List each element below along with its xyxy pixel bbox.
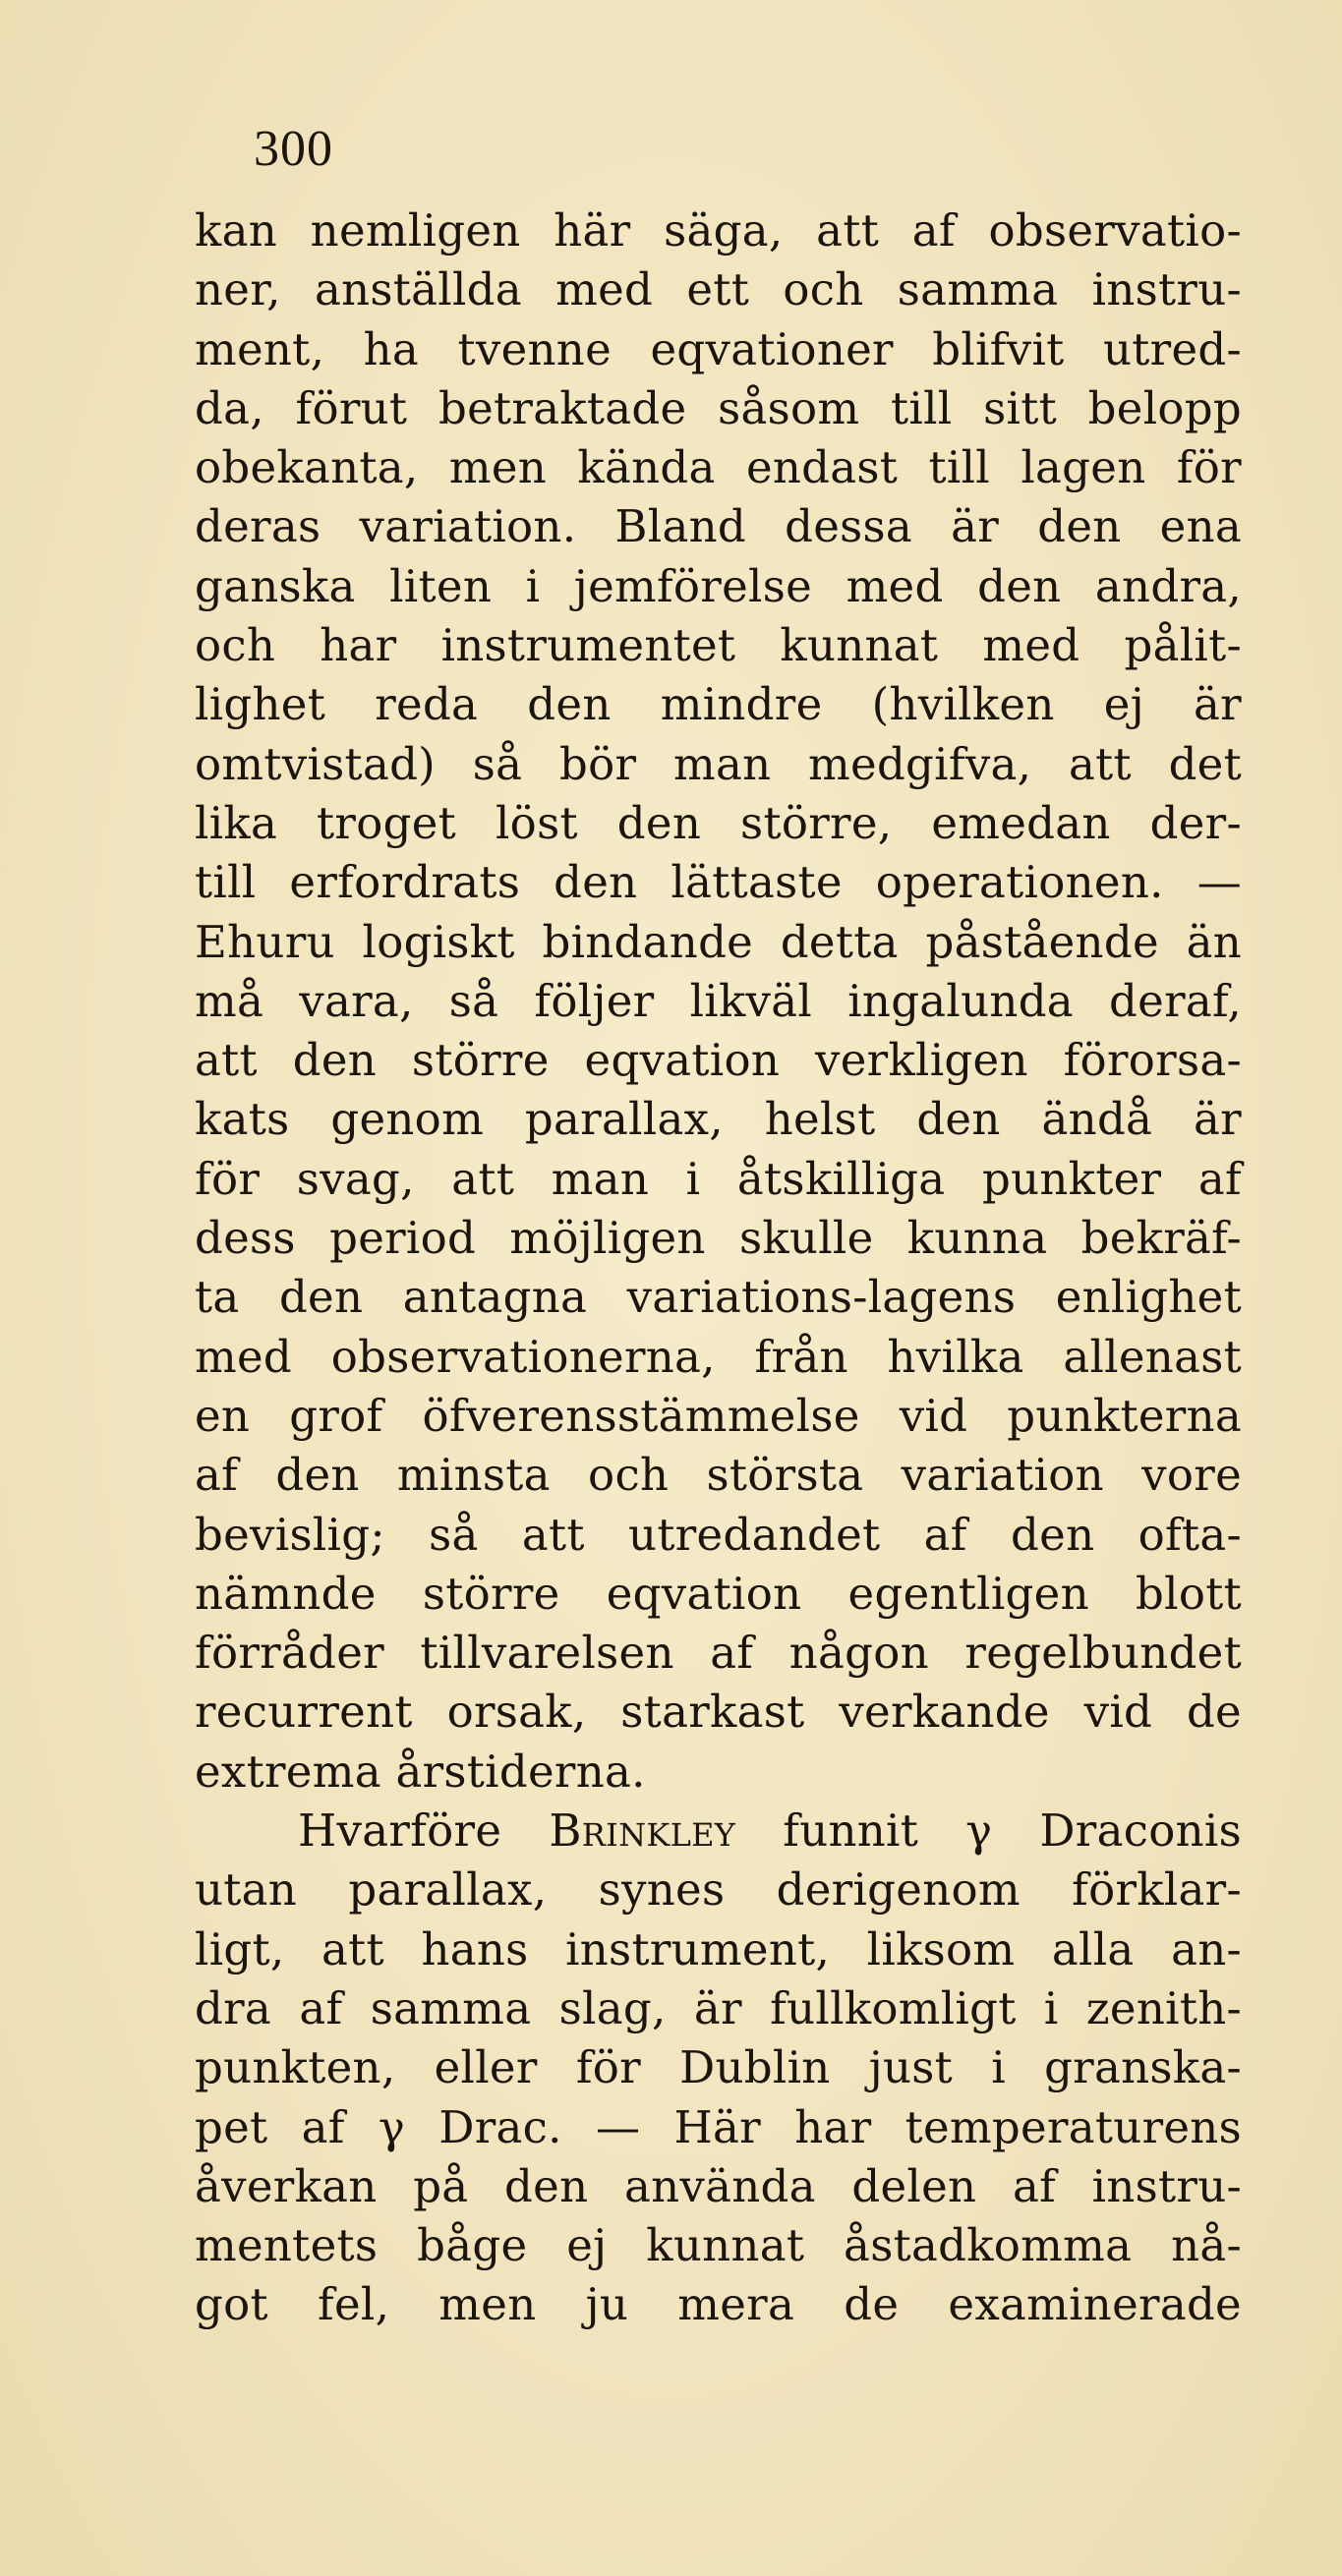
text-span: Hvarföre <box>298 1804 550 1858</box>
paragraph-1 <box>195 201 1242 1802</box>
text-line-first <box>195 1802 1242 1860</box>
text-line: ta den antagna variations-lagens enlighet <box>195 1271 1242 1324</box>
text-line: åverkan på den använda delen af instru- <box>195 2159 1242 2212</box>
text-line: omtvistad) så bör man medgifva, att det <box>195 737 1242 790</box>
text-line: dess period möjligen skulle kunna bekräf- <box>195 1212 1242 1265</box>
text-line: punkten, eller för Dublin just i granska- <box>195 2041 1242 2094</box>
text-line: deras variation. Bland dessa är den ena <box>195 500 1242 553</box>
text-line: da, förut betraktade såsom till sitt belopp <box>195 381 1242 434</box>
text-line: dra af samma slag, är fullkomligt i zenith- <box>195 1981 1242 2034</box>
text-line: ganska liten i jemförelse med den andra, <box>195 559 1242 612</box>
text-line: med observationerna, från hvilka allenast <box>195 1330 1242 1383</box>
page-number: 300 <box>254 121 333 177</box>
text-line: lika troget löst den större, emedan der- <box>195 796 1242 849</box>
text-line: bevislig; så att utredandet af den ofta- <box>195 1508 1242 1561</box>
text-line: ligt, att hans instrument, liksom alla an- <box>195 1922 1242 1975</box>
text-line: att den större eqvation verkligen förorsa- <box>195 1034 1242 1087</box>
text-line: obekanta, men kända endast till lagen för <box>195 441 1242 494</box>
text-line: en grof öfverensstämmelse vid punkterna <box>195 1389 1242 1442</box>
text-line: utan parallax, synes derigenom förklar- <box>195 1863 1242 1917</box>
text-line: pet af γ Drac. — Här har temperaturens <box>195 2100 1242 2153</box>
text-line: må vara, så följer likväl ingalunda deraf, <box>195 974 1242 1027</box>
text-line: för svag, att man i åtskilliga punkter af <box>195 1152 1242 1205</box>
text-line: lighet reda den mindre (hvilken ej är <box>195 678 1242 731</box>
text-span: funnit γ Draconis <box>735 1804 1243 1858</box>
text-line: kan nemligen här säga, att af observatio- <box>195 204 1242 257</box>
text-line: och har instrumentet kunnat med pålit- <box>195 619 1242 672</box>
text-line: ner, anställda med ett och samma instru- <box>195 263 1242 316</box>
text-line: extrema årstiderna. <box>195 1745 646 1798</box>
body-text <box>195 201 1242 2335</box>
text-line: recurrent orsak, starkast verkande vid de <box>195 1686 1242 1739</box>
text-line: ment, ha tvenne eqvationer blifvit utred- <box>195 322 1242 375</box>
text-line: kats genom parallax, helst den ändå är <box>195 1093 1242 1146</box>
text-line: till erfordrats den lättaste operationen. — <box>195 856 1242 909</box>
text-line: nämnde större eqvation egentligen blott <box>195 1567 1242 1620</box>
author-name: Brinkley <box>549 1804 736 1858</box>
text-line: mentets båge ej kunnat åstadkomma nå- <box>195 2219 1242 2272</box>
text-line: af den minsta och största variation vore <box>195 1449 1242 1502</box>
paragraph-2 <box>195 1802 1242 2335</box>
text-line: förråder tillvarelsen af någon regelbundet <box>195 1627 1242 1680</box>
text-line: got fel, men ju mera de examinerade <box>195 2278 1242 2331</box>
text-line: Ehuru logiskt bindande detta påstående än <box>195 915 1242 968</box>
